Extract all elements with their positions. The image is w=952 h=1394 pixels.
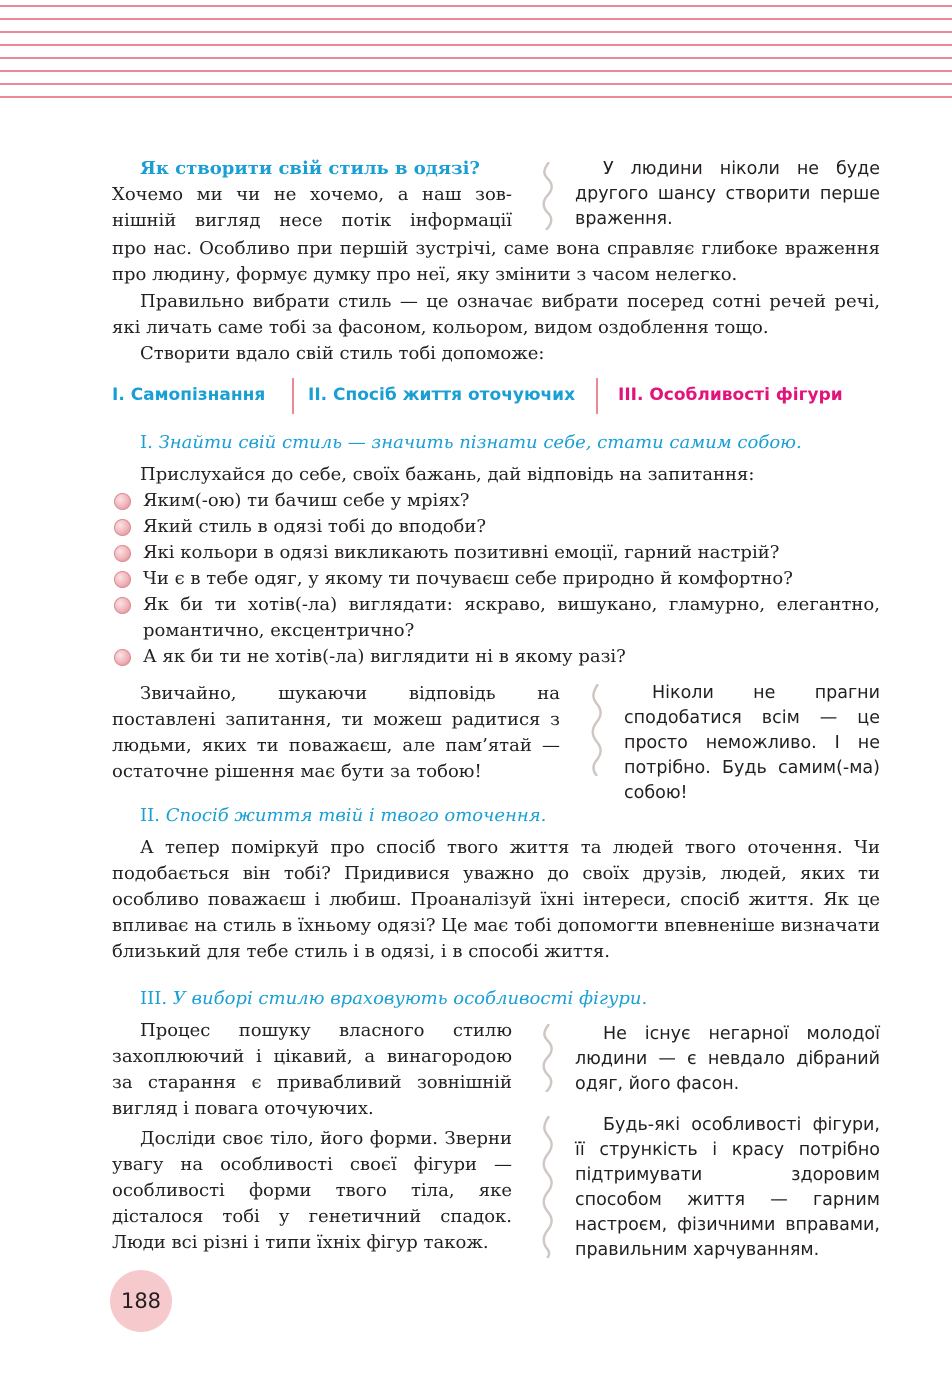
part1-heading — [140, 430, 880, 456]
squiggle-divider — [541, 1024, 555, 1092]
list-item: Яким(-ою) ти бачиш себе у мріях? — [112, 488, 880, 514]
part2-heading — [140, 803, 880, 829]
squiggle-divider — [541, 162, 555, 230]
part2-text: А тепер поміркуй про спосіб твого життя та людей твого оточення. Чи подобається він тобі? Придивися уважно до своїх друзів, людей, яких ти особливо поважаєш і любиш. Проаналізуй їхні інтереси, спосіб життя. Як це впливає на стиль в їхньому одязі? Це має тобі допомогти впевненіше визначати близький для тебе стиль і в одязі, і в способі життя. — [112, 837, 880, 962]
part3-numeral: ІІІ. — [140, 988, 168, 1009]
part1-numeral: І. — [140, 432, 153, 453]
squiggle-divider — [541, 1116, 555, 1258]
section1-paragraph2: Правильно вибрати стиль — це означає вибрати посеред сотні речей речі, які личать саме тобі за фасоном, кольором, видом оздоблення тощо. — [112, 291, 880, 338]
part3-paragraph2: Досліди своє тіло, його форми. Зверни увагу на особливості своєї фігури — особливості форми твого тіла, яке дісталося тобі у генетичний спадок. Люди всі різні і типи їхніх фігур також. — [112, 1128, 512, 1253]
section1-heading: Як створити свій стиль в одязі? — [140, 158, 480, 179]
section1-continuation: про нас. Особливо при першій зустрічі, саме вона справляє глибоке враження про людину, формує думку про неї, яку змінити з часом нелегко. — [112, 238, 880, 285]
part1-intro: Прислухайся до себе, своїх бажань, дай відповідь на запитання: — [140, 464, 755, 485]
part3-title: У виборі стилю враховують особливості фігури. — [172, 988, 648, 1009]
page-number: 188 — [110, 1270, 172, 1332]
section1-line1: Хочемо ми чи не хочемо, а наш зов- — [112, 184, 512, 205]
question-list — [112, 488, 880, 670]
squiggle-divider — [590, 684, 604, 776]
part2-title: Спосіб життя твій і твого оточення. — [165, 805, 547, 826]
part3-heading — [140, 986, 880, 1012]
bullet-icon — [114, 545, 131, 562]
list-item: Чи є в тебе одяг, у якому ти почуваєш себе природно й комфортно? — [112, 566, 880, 592]
bullet-icon — [114, 571, 131, 588]
tab-figure: ІІІ. Особливості фігури — [618, 385, 843, 405]
section1-paragraph3: Створити вдало свій стиль тобі допоможе: — [140, 343, 545, 364]
bullet-icon — [114, 649, 131, 666]
part1-title: Знайти свій стиль — значить пізнати себе, стати самим собою. — [158, 432, 802, 453]
list-item: Який стиль в одязі тобі до вподоби? — [112, 514, 880, 540]
side-note-first-impression: У людини ніколи не буде другого шансу створити перше враження. — [575, 159, 880, 229]
bullet-icon — [114, 597, 131, 614]
part1-advice: Звичайно, шукаючи відповідь на поставлені запитання, ти можеш радитися з людьми, яких ти поважаєш, але пам’ятай — остаточне рішення має бути за тобою! — [112, 683, 560, 782]
list-item: Як би ти хотів(-ла) виглядати: яскраво, вишукано, гламурно, елегантно, романтично, ексцентрично? — [112, 592, 880, 644]
side-note-be-yourself: Ніколи не прагни сподобатися всім — це просто неможливо. І не потрібно. Будь самим(-ма) собою! — [624, 683, 880, 803]
side-note-healthy-lifestyle: Будь-які особливості фігури, її стрункість і красу потрібно підтримувати здоровим способом життя — гарним настроєм, фізичними вправами, правильним харчуванням. — [575, 1115, 880, 1260]
list-item: А як би ти не хотів(-ла) виглядити ні в якому разі? — [112, 644, 880, 670]
part3-paragraph1: Процес пошуку власного стилю захоплюючий і цікавий, а винагородою за старання є привабливий зовнішній вигляд і повага оточуючих. — [112, 1020, 512, 1119]
header-stripes — [0, 0, 952, 105]
part2-numeral: ІІ. — [140, 805, 160, 826]
tab-divider — [596, 378, 598, 414]
side-note-no-ugly: Не існує негарної молодої людини — є невдало дібраний одяг, його фасон. — [575, 1024, 880, 1094]
bullet-icon — [114, 519, 131, 536]
topic-tabs — [112, 378, 872, 414]
list-item: Які кольори в одязі викликають позитивні емоції, гарний настрій? — [112, 540, 880, 566]
tab-self-knowledge: І. Самопізнання — [112, 385, 266, 405]
tab-lifestyle: ІІ. Спосіб життя оточуючих — [308, 385, 576, 405]
tab-divider — [292, 378, 294, 414]
section1-line2: нішній вигляд несе потік інформації — [112, 210, 512, 231]
section1-intro — [112, 156, 512, 234]
bullet-icon — [114, 493, 131, 510]
